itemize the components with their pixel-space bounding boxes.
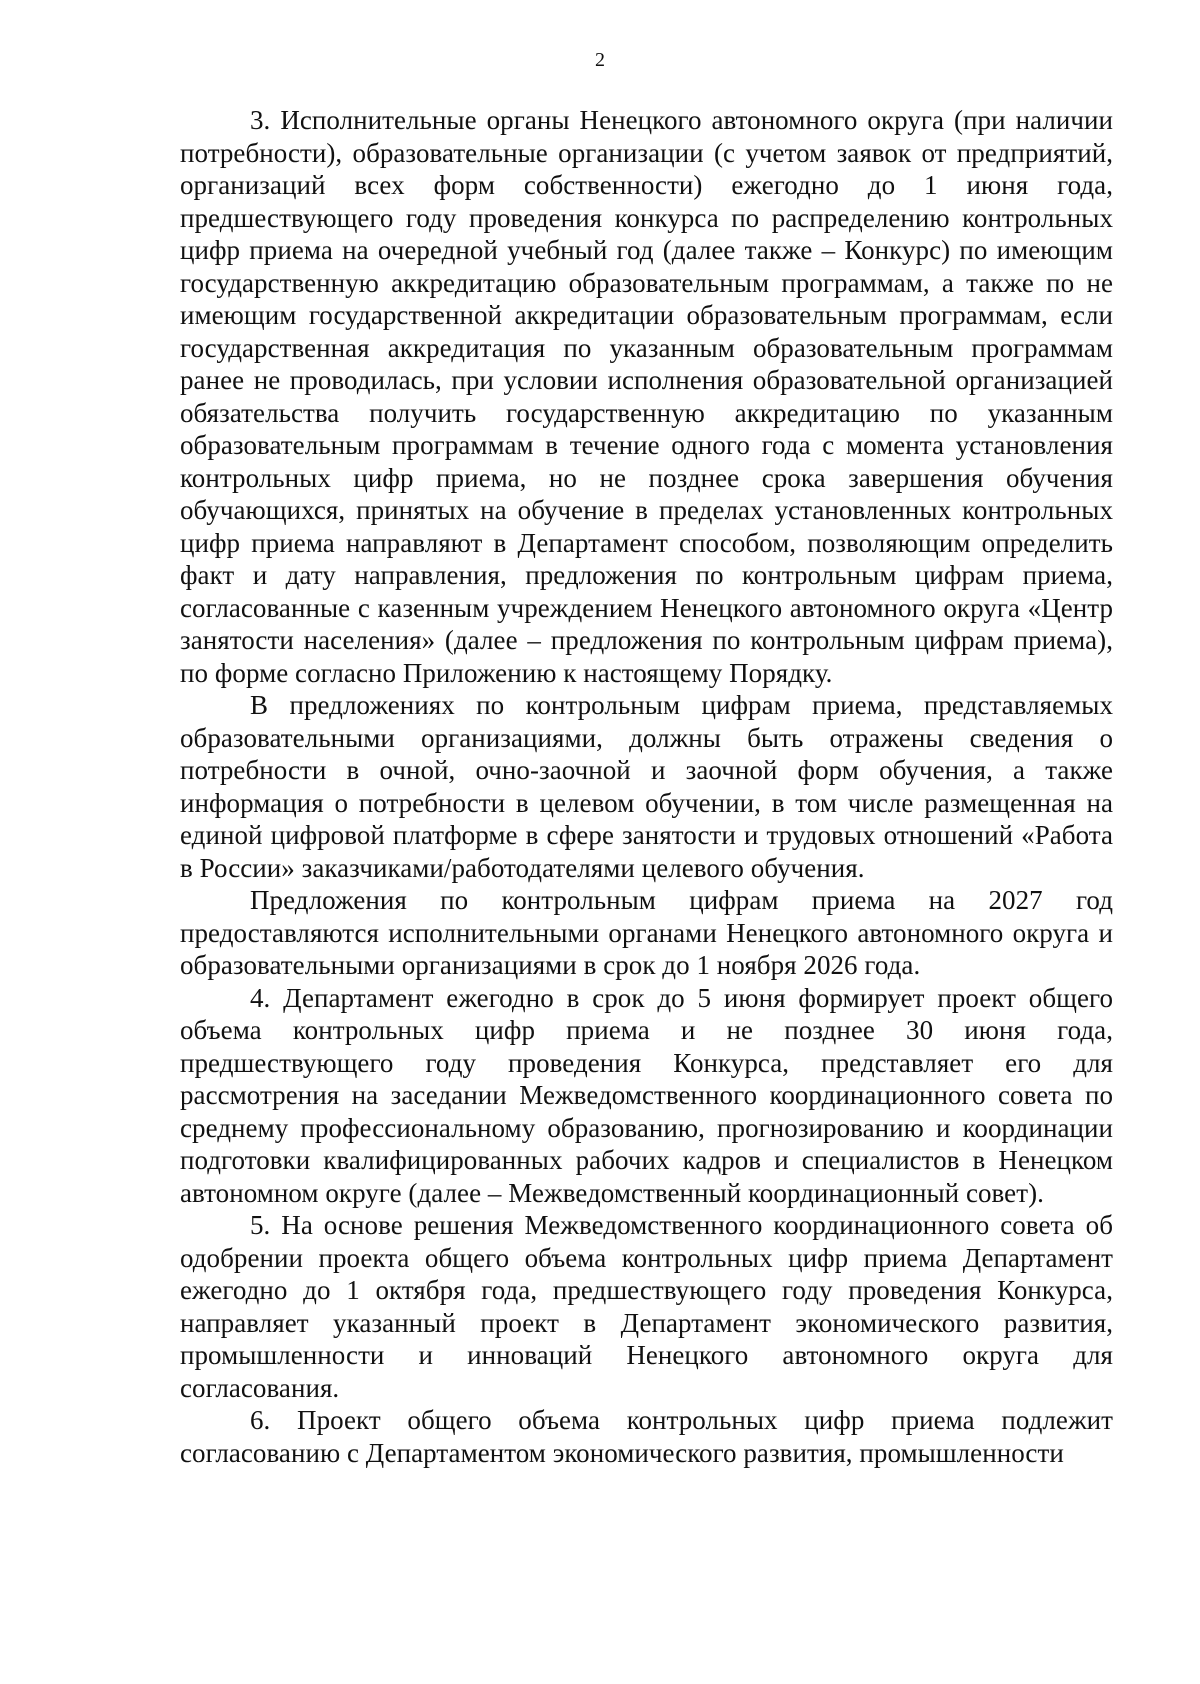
page-number: 2 <box>595 49 605 71</box>
paragraph-item-6: 6. Проект общего объема контрольных цифр приема подлежит согласованию с Департаментом экономического развития, промышленности <box>180 1405 1113 1468</box>
paragraph-item-4: 4. Департамент ежегодно в срок до 5 июня формирует проект общего объема контрольных цифр приема и не позднее 30 июня года, предшествующего году проведения Конкурса, представляет его для рассмотрения на заседании Межведомственного координационного совета по среднему профессиональному образованию, прогнозированию и координации подготовки квалифицированных рабочих кадров и специалистов в Ненецком автономном округе (далее – Межведомственный координационный совет). <box>180 982 1113 1208</box>
paragraph-item-5: 5. На основе решения Межведомственного координационного совета об одобрении проекта общего объема контрольных цифр приема Департамент ежегодно до 1 октября года, предшествующего году проведения Конкурса, направляет указанный проект в Департамент экономического развития, промышленности и инноваций Ненецкого автономного округа для согласования. <box>180 1210 1113 1403</box>
paragraph-proposals-deadline: Предложения по контрольным цифрам приема на 2027 год предоставляются исполнительными органами Ненецкого автономного округа и образовательными организациями в срок до 1 ноября 2026 года. <box>180 885 1113 980</box>
paragraph-item-3: 3. Исполнительные органы Ненецкого автономного округа (при наличии потребности), образовательные организации (с учетом заявок от предприятий, организаций всех форм собственности) ежегодно до 1 июня года, предшествующего году проведения конкурса по распределению контрольных цифр приема на очередной учебный год (далее также – Конкурс) по имеющим государственную аккредитацию образовательным программам, а также по не имеющим государственной аккредитации образовательным программам, если государственная аккредитация по указанным образовательным программам ранее не проводилась, при условии исполнения образовательной организацией обязательства получить государственную аккредитацию по указанным образовательным программам в течение одного года с момента установления контрольных цифр приема, но не позднее срока завершения обучения обучающихся, принятых на обучение в пределах установленных контрольных цифр приема направляют в Департамент способом, позволяющим определить факт и дату направления, предложения по контрольным цифрам приема, согласованные с казенным учреждением Ненецкого автономного округа «Центр занятости населения» (далее – предложения по контрольным цифрам приема), по форме согласно Приложению к настоящему Порядку. <box>180 105 1113 688</box>
paragraph-proposals-content: В предложениях по контрольным цифрам приема, представляемых образовательными организациями, должны быть отражены сведения о потребности в очной, очно-заочной и заочной форм обучения, а также информация о потребности в целевом обучении, в том числе размещенная на единой цифровой платформе в сфере занятости и трудовых отношений «Работа в России» заказчиками/работодателями целевого обучения. <box>180 690 1113 883</box>
document-body <box>180 104 1113 1469</box>
